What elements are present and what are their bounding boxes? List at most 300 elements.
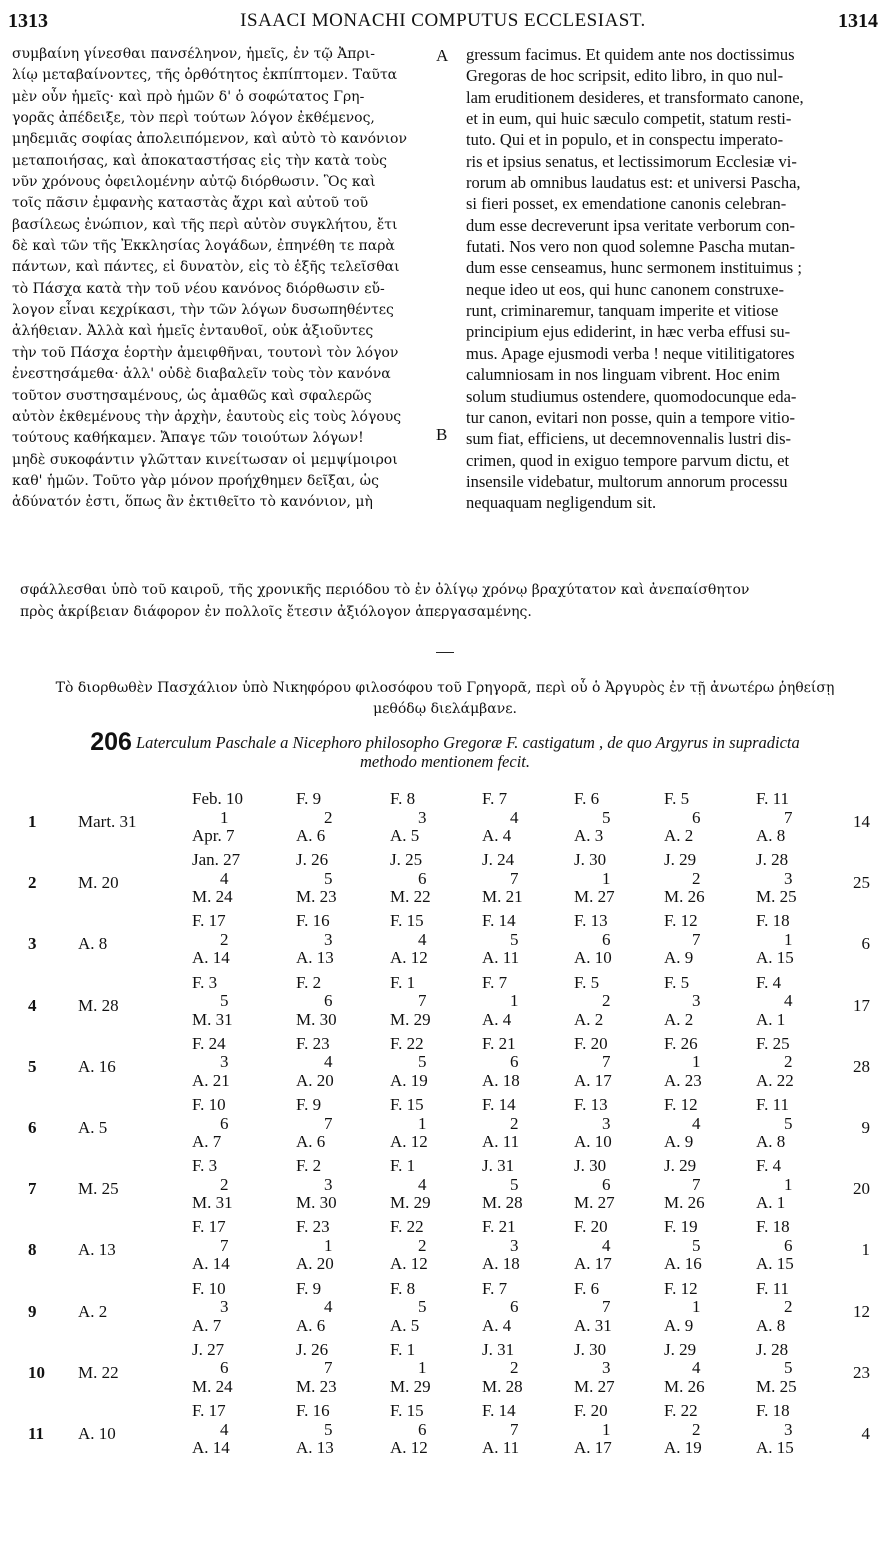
latin-text-line: sum fiat, efficiens, ut decemnovennalis lustri dis- [466, 429, 792, 449]
latin-text-line: principium ejus ediderint, in hæc verba effusi su- [466, 322, 791, 342]
cell-date-top: F. 2 [296, 1156, 322, 1176]
table-cell [192, 1218, 272, 1274]
cell-weekday-number: 1 [784, 929, 793, 949]
cell-date-bottom: A. 12 [390, 1438, 428, 1457]
cell-date-bottom: A. 21 [192, 1070, 230, 1090]
row-date-label: M. 28 [78, 995, 119, 1015]
cell-date-bottom: M. 29 [390, 1193, 431, 1213]
greek-full-width-text [20, 580, 880, 623]
cell-date-top: F. 14 [482, 1401, 516, 1420]
cell-weekday-number: 7 [692, 1174, 701, 1194]
cell-date-top: F. 21 [482, 1217, 516, 1237]
table-cell [192, 851, 272, 907]
cell-date-top: F. 23 [296, 1217, 330, 1237]
cell-date-bottom: A. 13 [296, 948, 334, 968]
table-cell [756, 1280, 836, 1336]
table-cell [664, 1035, 744, 1091]
cell-weekday-number: 6 [324, 991, 333, 1011]
cell-weekday-number: 4 [324, 1297, 333, 1317]
cell-date-top: F. 4 [756, 972, 782, 992]
table-cell [296, 1035, 376, 1091]
greek-text-line: αὐτὸν ἐκθεμένους τὴν ἀρχὴν, ἑαυτοὺς εἰς τοὺς λόγους [12, 408, 402, 425]
cell-date-bottom: M. 25 [756, 1376, 797, 1396]
row-epact: 17 [853, 995, 870, 1015]
cell-weekday-number: 3 [510, 1235, 519, 1255]
row-date-label: A. 10 [78, 1424, 116, 1443]
cell-date-bottom: M. 27 [574, 1193, 615, 1213]
cell-weekday-number: 6 [692, 807, 701, 827]
latin-text-line: et in eum, qui huic sæculo competit, statum resti- [466, 109, 792, 129]
cell-date-top: F. 8 [390, 1278, 416, 1298]
table-cell [390, 1402, 470, 1458]
cell-date-top: F. 20 [574, 1217, 608, 1237]
cell-weekday-number: 6 [220, 1358, 229, 1378]
cell-date-bottom: A. 10 [574, 1132, 612, 1151]
latin-text-line: solum studiumus ostendere, quomodocunque eda- [466, 386, 797, 406]
cell-date-top: J. 30 [574, 850, 607, 870]
cell-date-bottom: A. 20 [296, 1254, 334, 1274]
cell-date-top: F. 12 [664, 1278, 698, 1298]
cell-date-bottom: M. 24 [192, 887, 233, 907]
cell-date-bottom: M. 21 [482, 887, 523, 907]
cell-date-top: F. 6 [574, 789, 600, 808]
greek-text-line: λογον εἶναι κεχρίκασι, τὴν τῶν λόγων δυσωπηθέντες [12, 302, 394, 319]
cell-date-bottom: M. 22 [390, 887, 431, 907]
cell-weekday-number: 2 [418, 1235, 427, 1255]
cell-date-bottom: A. 12 [390, 948, 428, 968]
cell-date-bottom: A. 6 [296, 826, 326, 845]
cell-date-bottom: A. 14 [192, 1438, 230, 1457]
latin-table-title [10, 728, 880, 771]
cell-date-top: F. 20 [574, 1401, 608, 1420]
cell-date-bottom: A. 9 [664, 948, 694, 968]
cell-date-top: F. 21 [482, 1033, 516, 1053]
table-cell [390, 912, 470, 968]
table-cell [664, 1218, 744, 1274]
table-cell [296, 1096, 376, 1152]
cell-date-top: F. 7 [482, 789, 508, 808]
table-cell [482, 1096, 562, 1152]
cell-date-bottom: M. 28 [482, 1376, 523, 1396]
latin-text-line: dum esse decreverunt ipsa veritate verborum con- [466, 215, 795, 235]
cell-date-bottom: A. 15 [756, 1438, 794, 1457]
cell-date-top: J. 29 [664, 1156, 697, 1176]
latin-text-line: mus. Apage ejusmodi verba ! neque vitilitigatores [466, 343, 795, 363]
cell-date-top: F. 5 [664, 972, 690, 992]
cell-weekday-number: 4 [602, 1235, 611, 1255]
cell-weekday-number: 1 [418, 1358, 427, 1378]
cell-date-bottom: A. 15 [756, 1254, 794, 1274]
table-cell [482, 790, 562, 846]
cell-date-bottom: A. 17 [574, 1254, 612, 1274]
cell-date-top: F. 12 [664, 911, 698, 931]
cell-weekday-number: 7 [324, 1113, 333, 1133]
cell-date-bottom: A. 11 [482, 1438, 520, 1457]
table-cell [756, 851, 836, 907]
latin-text-line: gressum facimus. Et quidem ante nos doctissimus [466, 45, 795, 64]
cell-weekday-number: 5 [418, 1297, 427, 1317]
cell-weekday-number: 3 [692, 991, 701, 1011]
cell-date-top: F. 1 [390, 1339, 416, 1359]
cell-date-top: F. 7 [482, 972, 508, 992]
latin-text-line: calumniosam in nos linguam vibrent. Hoc enim [466, 365, 780, 385]
cell-weekday-number: 3 [784, 1419, 793, 1439]
greek-text-line: καθ' ἡμῶν. Τοῦτο γὰρ μόνον προήχθημεν δεῖξαι, ὡς [12, 472, 379, 489]
greek-title-line: μεθόδῳ διελάμβανε. [373, 701, 517, 717]
cell-weekday-number: 6 [220, 1113, 229, 1133]
greek-text-line: ἐνεστησάμεθα· ἀλλ' οὐδὲ διαβαλεῖν τοὺς τὸν κανόνα [12, 366, 391, 383]
cell-date-bottom: A. 8 [756, 1132, 786, 1151]
cell-weekday-number: 1 [510, 991, 519, 1011]
table-cell [482, 912, 562, 968]
cell-date-top: J. 25 [390, 850, 423, 870]
cell-weekday-number: 7 [418, 991, 427, 1011]
table-cell [574, 912, 654, 968]
table-cell [192, 1402, 272, 1458]
cell-weekday-number: 1 [692, 1052, 701, 1072]
cell-date-top: F. 23 [296, 1033, 330, 1053]
cell-date-top: F. 14 [482, 911, 516, 931]
table-cell [390, 1280, 470, 1336]
cell-date-bottom: A. 19 [664, 1438, 702, 1457]
table-cell [192, 1341, 272, 1397]
cell-weekday-number: 2 [602, 991, 611, 1011]
row-number: 11 [28, 1424, 45, 1443]
table-cell [664, 790, 744, 846]
table-cell [482, 1341, 562, 1397]
cell-date-top: F. 2 [296, 972, 322, 992]
table-cell [390, 1096, 470, 1152]
row-number: 1 [28, 812, 37, 831]
cell-date-bottom: A. 19 [390, 1070, 428, 1090]
cell-date-bottom: A. 4 [482, 826, 512, 845]
cell-weekday-number: 6 [602, 1174, 611, 1194]
cell-weekday-number: 4 [418, 1174, 427, 1194]
cell-weekday-number: 2 [692, 868, 701, 888]
table-cell [664, 1280, 744, 1336]
cell-date-bottom: M. 26 [664, 1376, 705, 1396]
cell-weekday-number: 2 [784, 1297, 793, 1317]
latin-text-line: si fieri posset, ex emendatione canonis celebran- [466, 194, 787, 214]
running-header [8, 10, 878, 36]
cell-weekday-number: 1 [784, 1174, 793, 1194]
cell-weekday-number: 7 [602, 1297, 611, 1317]
cell-weekday-number: 1 [602, 868, 611, 888]
cell-date-top: J. 27 [192, 1339, 225, 1359]
cell-date-bottom: A. 2 [574, 1009, 604, 1029]
greek-text-line: τὸ Πάσχα κατὰ τὴν τοῦ νέου κανόνος διόρθωσιν εὔ- [12, 280, 385, 297]
row-date-label: M. 25 [78, 1179, 119, 1199]
table-cell [756, 1341, 836, 1397]
cell-date-top: F. 10 [192, 1095, 226, 1114]
table-cell [664, 1157, 744, 1213]
cell-date-bottom: A. 20 [296, 1070, 334, 1090]
table-cell [574, 974, 654, 1030]
row-number: 9 [28, 1301, 37, 1321]
table-cell [482, 1280, 562, 1336]
cell-date-bottom: M. 25 [756, 887, 797, 907]
cell-weekday-number: 3 [602, 1113, 611, 1133]
cell-date-top: F. 3 [192, 972, 218, 992]
cell-date-bottom: A. 17 [574, 1438, 612, 1457]
row-epact: 25 [853, 873, 870, 893]
cell-date-top: F. 19 [664, 1217, 698, 1237]
table-cell [664, 912, 744, 968]
cell-weekday-number: 3 [324, 1174, 333, 1194]
cell-weekday-number: 7 [784, 807, 793, 827]
cell-date-bottom: A. 4 [482, 1009, 512, 1029]
cell-weekday-number: 5 [418, 1052, 427, 1072]
cell-date-bottom: A. 3 [574, 826, 604, 845]
table-cell [296, 851, 376, 907]
row-date-label: A. 2 [78, 1301, 108, 1321]
table-cell [482, 851, 562, 907]
cell-date-top: F. 9 [296, 789, 322, 808]
cell-date-bottom: M. 31 [192, 1009, 233, 1029]
cell-date-top: F. 1 [390, 1156, 416, 1176]
greek-text-line: μηδὲ συκοφάντιν γλῶτταν κινείτωσαν οἱ μεμψίμοιροι [12, 451, 398, 468]
row-epact: 14 [853, 812, 870, 831]
table-cell [390, 1341, 470, 1397]
table-cell [574, 1341, 654, 1397]
cell-weekday-number: 1 [324, 1235, 333, 1255]
table-cell [664, 974, 744, 1030]
row-date-label: A. 5 [78, 1118, 108, 1137]
row-date-label: Mart. 31 [78, 812, 137, 831]
table-cell [390, 1035, 470, 1091]
table-cell [192, 1157, 272, 1213]
margin-marker-a: A [436, 46, 449, 65]
cell-weekday-number: 1 [692, 1297, 701, 1317]
greek-text-line: βασίλεως ἐνώπιον, καὶ τῆς περὶ αὐτὸν συγκλήτου, ἔτι [12, 216, 398, 233]
cell-date-top: F. 15 [390, 1401, 424, 1420]
cell-date-bottom: M. 31 [192, 1193, 233, 1213]
cell-date-top: F. 16 [296, 1401, 330, 1420]
table-cell [390, 1157, 470, 1213]
greek-text-line: συμβαίνη γίνεσθαι πανσέληνον, ἡμεῖς, ἐν τῷ Ἀπρι- [12, 46, 375, 62]
table-cell [756, 1402, 836, 1458]
table-cell [574, 1402, 654, 1458]
cell-date-bottom: M. 23 [296, 887, 337, 907]
greek-text-line: μηδεμιᾶς σοφίας ἀπολειπόμενον, καὶ αὐτὸ τὸ κανόνιον [12, 131, 407, 148]
row-date-label: A. 16 [78, 1056, 116, 1076]
cell-weekday-number: 2 [220, 1174, 229, 1194]
table-cell [482, 974, 562, 1030]
cell-date-bottom: A. 11 [482, 1132, 520, 1151]
table-cell [574, 851, 654, 907]
margin-marker-b: B [436, 425, 448, 444]
greek-text-line: γορᾶς ἀπέδειξε, τὸν περὶ τούτων λόγον ἐκθέμενος, [12, 110, 375, 127]
cell-weekday-number: 2 [692, 1419, 701, 1439]
cell-weekday-number: 6 [418, 868, 427, 888]
table-cell [664, 1402, 744, 1458]
table-cell [296, 790, 376, 846]
cell-date-top: F. 25 [756, 1033, 790, 1053]
cell-date-bottom: A. 6 [296, 1315, 326, 1335]
table-cell [664, 851, 744, 907]
cell-date-bottom: A. 9 [664, 1132, 694, 1151]
cell-date-top: F. 12 [664, 1095, 698, 1114]
table-cell [192, 912, 272, 968]
greek-text-line: νῦν χρόνους ὀφειλομένην αὐτῷ διόρθωσιν. Ὃς καὶ [12, 174, 376, 191]
cell-date-bottom: A. 12 [390, 1254, 428, 1274]
cell-weekday-number: 5 [510, 1174, 519, 1194]
table-cell [756, 912, 836, 968]
cell-weekday-number: 2 [324, 807, 333, 827]
cell-date-top: F. 10 [192, 1278, 226, 1298]
latin-text-line: lam eruditionem desideres, et transformato canone, [466, 87, 804, 107]
cell-date-top: F. 18 [756, 1217, 790, 1237]
cell-weekday-number: 5 [324, 1419, 333, 1439]
greek-text-line: δὲ καὶ τῶν τῆς Ἐκκλησίας λογάδων, ἐπηνέθη τε παρὰ [12, 238, 395, 255]
table-cell [756, 974, 836, 1030]
cell-weekday-number: 1 [220, 807, 229, 827]
cell-weekday-number: 3 [418, 807, 427, 827]
cell-date-top: F. 18 [756, 911, 790, 931]
table-cell [296, 1218, 376, 1274]
cell-date-top: J. 26 [296, 850, 329, 870]
latin-text-column [466, 44, 874, 514]
cell-weekday-number: 6 [510, 1297, 519, 1317]
row-date-label: M. 20 [78, 873, 119, 893]
paschal-table [0, 790, 890, 1470]
row-date-label: M. 22 [78, 1362, 119, 1382]
table-cell [296, 974, 376, 1030]
cell-date-top: F. 9 [296, 1095, 322, 1114]
cell-date-top: J. 24 [482, 850, 515, 870]
cell-date-bottom: A. 9 [664, 1315, 694, 1335]
table-cell [664, 1096, 744, 1152]
cell-date-top: F. 15 [390, 1095, 424, 1114]
greek-title-line: Τὸ διορθωθὲν Πασχάλιον ὑπὸ Νικηφόρου φιλοσόφου τοῦ Γρηγορᾶ, περὶ οὗ ὁ Ἀργυρὸς ἐν τῇ ἀνωτέρω ῥηθείσῃ [55, 680, 835, 696]
cell-weekday-number: 5 [220, 991, 229, 1011]
table-cell [756, 1218, 836, 1274]
table-cell [390, 790, 470, 846]
cell-weekday-number: 6 [784, 1235, 793, 1255]
cell-date-bottom: A. 10 [574, 948, 612, 968]
cell-date-top: F. 11 [756, 789, 789, 808]
cell-date-bottom: A. 18 [482, 1070, 520, 1090]
cell-weekday-number: 4 [324, 1052, 333, 1072]
cell-date-bottom: A. 11 [482, 948, 520, 968]
greek-text-line: πάντων, καὶ πάντες, εἰ δυνατὸν, εἰς τὸ ἑξῆς τελεῖσθαι [12, 259, 400, 276]
cell-date-bottom: M. 27 [574, 887, 615, 907]
table-cell [390, 1218, 470, 1274]
cell-date-bottom: M. 30 [296, 1009, 337, 1029]
greek-text-column [12, 44, 432, 514]
cell-weekday-number: 2 [510, 1358, 519, 1378]
cell-weekday-number: 2 [784, 1052, 793, 1072]
cell-weekday-number: 7 [692, 929, 701, 949]
cell-weekday-number: 5 [784, 1113, 793, 1133]
latin-text-line: insensile videbatur, multorum annorum processu [466, 471, 788, 491]
right-page-number: 1314 [838, 10, 878, 32]
table-cell [296, 1280, 376, 1336]
table-cell [296, 1341, 376, 1397]
row-number: 3 [28, 934, 37, 954]
cell-weekday-number: 4 [692, 1113, 701, 1133]
latin-text-line: Gregoras de hoc scripsit, edito libro, in quo nul- [466, 66, 784, 86]
cell-date-top: J. 30 [574, 1339, 607, 1359]
cell-weekday-number: 3 [220, 1052, 229, 1072]
row-epact: 23 [853, 1362, 870, 1382]
table-cell [574, 1035, 654, 1091]
cell-date-top: F. 3 [192, 1156, 218, 1176]
cell-weekday-number: 4 [692, 1358, 701, 1378]
table-cell [296, 1157, 376, 1213]
cell-weekday-number: 6 [418, 1419, 427, 1439]
cell-date-top: F. 16 [296, 911, 330, 931]
cell-date-bottom: A. 8 [756, 826, 786, 845]
cell-date-bottom: A. 12 [390, 1132, 428, 1151]
cell-date-top: J. 31 [482, 1339, 515, 1359]
table-cell [756, 1157, 836, 1213]
cell-date-top: F. 14 [482, 1095, 516, 1114]
latin-text-line: runt, criminaremur, tanquam imperite et vitiose [466, 301, 779, 321]
row-number: 6 [28, 1118, 37, 1137]
cell-weekday-number: 4 [220, 1419, 229, 1439]
table-cell [192, 974, 272, 1030]
table-cell [756, 790, 836, 846]
table-cell [574, 1096, 654, 1152]
latin-title-line-2: methodo mentionem fecit. [360, 752, 530, 771]
section-separator [436, 652, 454, 653]
cell-date-bottom: A. 14 [192, 948, 230, 968]
cell-weekday-number: 5 [324, 868, 333, 888]
greek-text-line: μεταποιήσας, καὶ ἀποκαταστήσας εἰς τὴν κατὰ τοὺς [12, 152, 387, 169]
latin-text-line: nequaquam negligendum sit. [466, 493, 657, 513]
cell-date-bottom: M. 30 [296, 1193, 337, 1213]
cell-weekday-number: 5 [510, 929, 519, 949]
latin-text-line: futati. Nos vero non quod solemne Pascha mutan- [466, 237, 796, 257]
table-cell [482, 1157, 562, 1213]
cell-weekday-number: 7 [510, 1419, 519, 1439]
greek-text-line: τοῦτον συστησαμένους, ὡς ἀμαθῶς καὶ σφαλερῶς [12, 387, 372, 404]
greek-text-line: τὴν τοῦ Πάσχα ἑορτὴν ἀμειφθῆναι, τουτονὶ τὸν λόγον [12, 344, 399, 361]
cell-date-top: J. 30 [574, 1156, 607, 1176]
cell-date-bottom: A. 6 [296, 1132, 326, 1151]
cell-date-bottom: A. 23 [664, 1070, 702, 1090]
cell-date-top: F. 24 [192, 1033, 226, 1053]
table-cell [390, 974, 470, 1030]
cell-date-top: F. 17 [192, 1401, 226, 1420]
cell-weekday-number: 5 [692, 1235, 701, 1255]
cell-date-top: F. 18 [756, 1401, 790, 1420]
cell-date-top: J. 29 [664, 1339, 697, 1359]
latin-text-line: tur canon, evitari non posse, quin a tempore vitio- [466, 407, 796, 427]
latin-text-line: dum esse censeamus, hunc sermonem instituimus ; [466, 258, 802, 278]
cell-date-top: J. 28 [756, 1339, 789, 1359]
cell-weekday-number: 3 [784, 868, 793, 888]
cell-date-top: J. 28 [756, 850, 789, 870]
cell-date-bottom: M. 23 [296, 1376, 337, 1396]
greek-text-line: λίῳ μεταβαίνοντες, τῆς ὀρθότητος ἐκπίπτομεν. Ταῦτα [12, 67, 398, 84]
row-epact: 12 [853, 1301, 870, 1321]
table-cell [482, 1402, 562, 1458]
table-cell [482, 1218, 562, 1274]
cell-date-bottom: A. 31 [574, 1315, 612, 1335]
cell-date-top: Jan. 27 [192, 850, 241, 870]
table-cell [756, 1035, 836, 1091]
cell-date-top: F. 17 [192, 1217, 226, 1237]
cell-date-bottom: A. 13 [296, 1438, 334, 1457]
cell-date-bottom: A. 14 [192, 1254, 230, 1274]
cell-date-bottom: M. 26 [664, 887, 705, 907]
cell-date-bottom: A. 2 [664, 1009, 694, 1029]
greek-text-line: πρὸς ἀκρίβειαν διάφορον ἐν πολλοῖς ἔτεσιν ἀξιόλογον ἀπεργασαμένης. [20, 603, 532, 620]
cell-weekday-number: 4 [510, 807, 519, 827]
greek-text-line: τούτους καθήκαμεν. Ἄπαγε τῶν τοιούτων λόγων! [12, 430, 364, 447]
